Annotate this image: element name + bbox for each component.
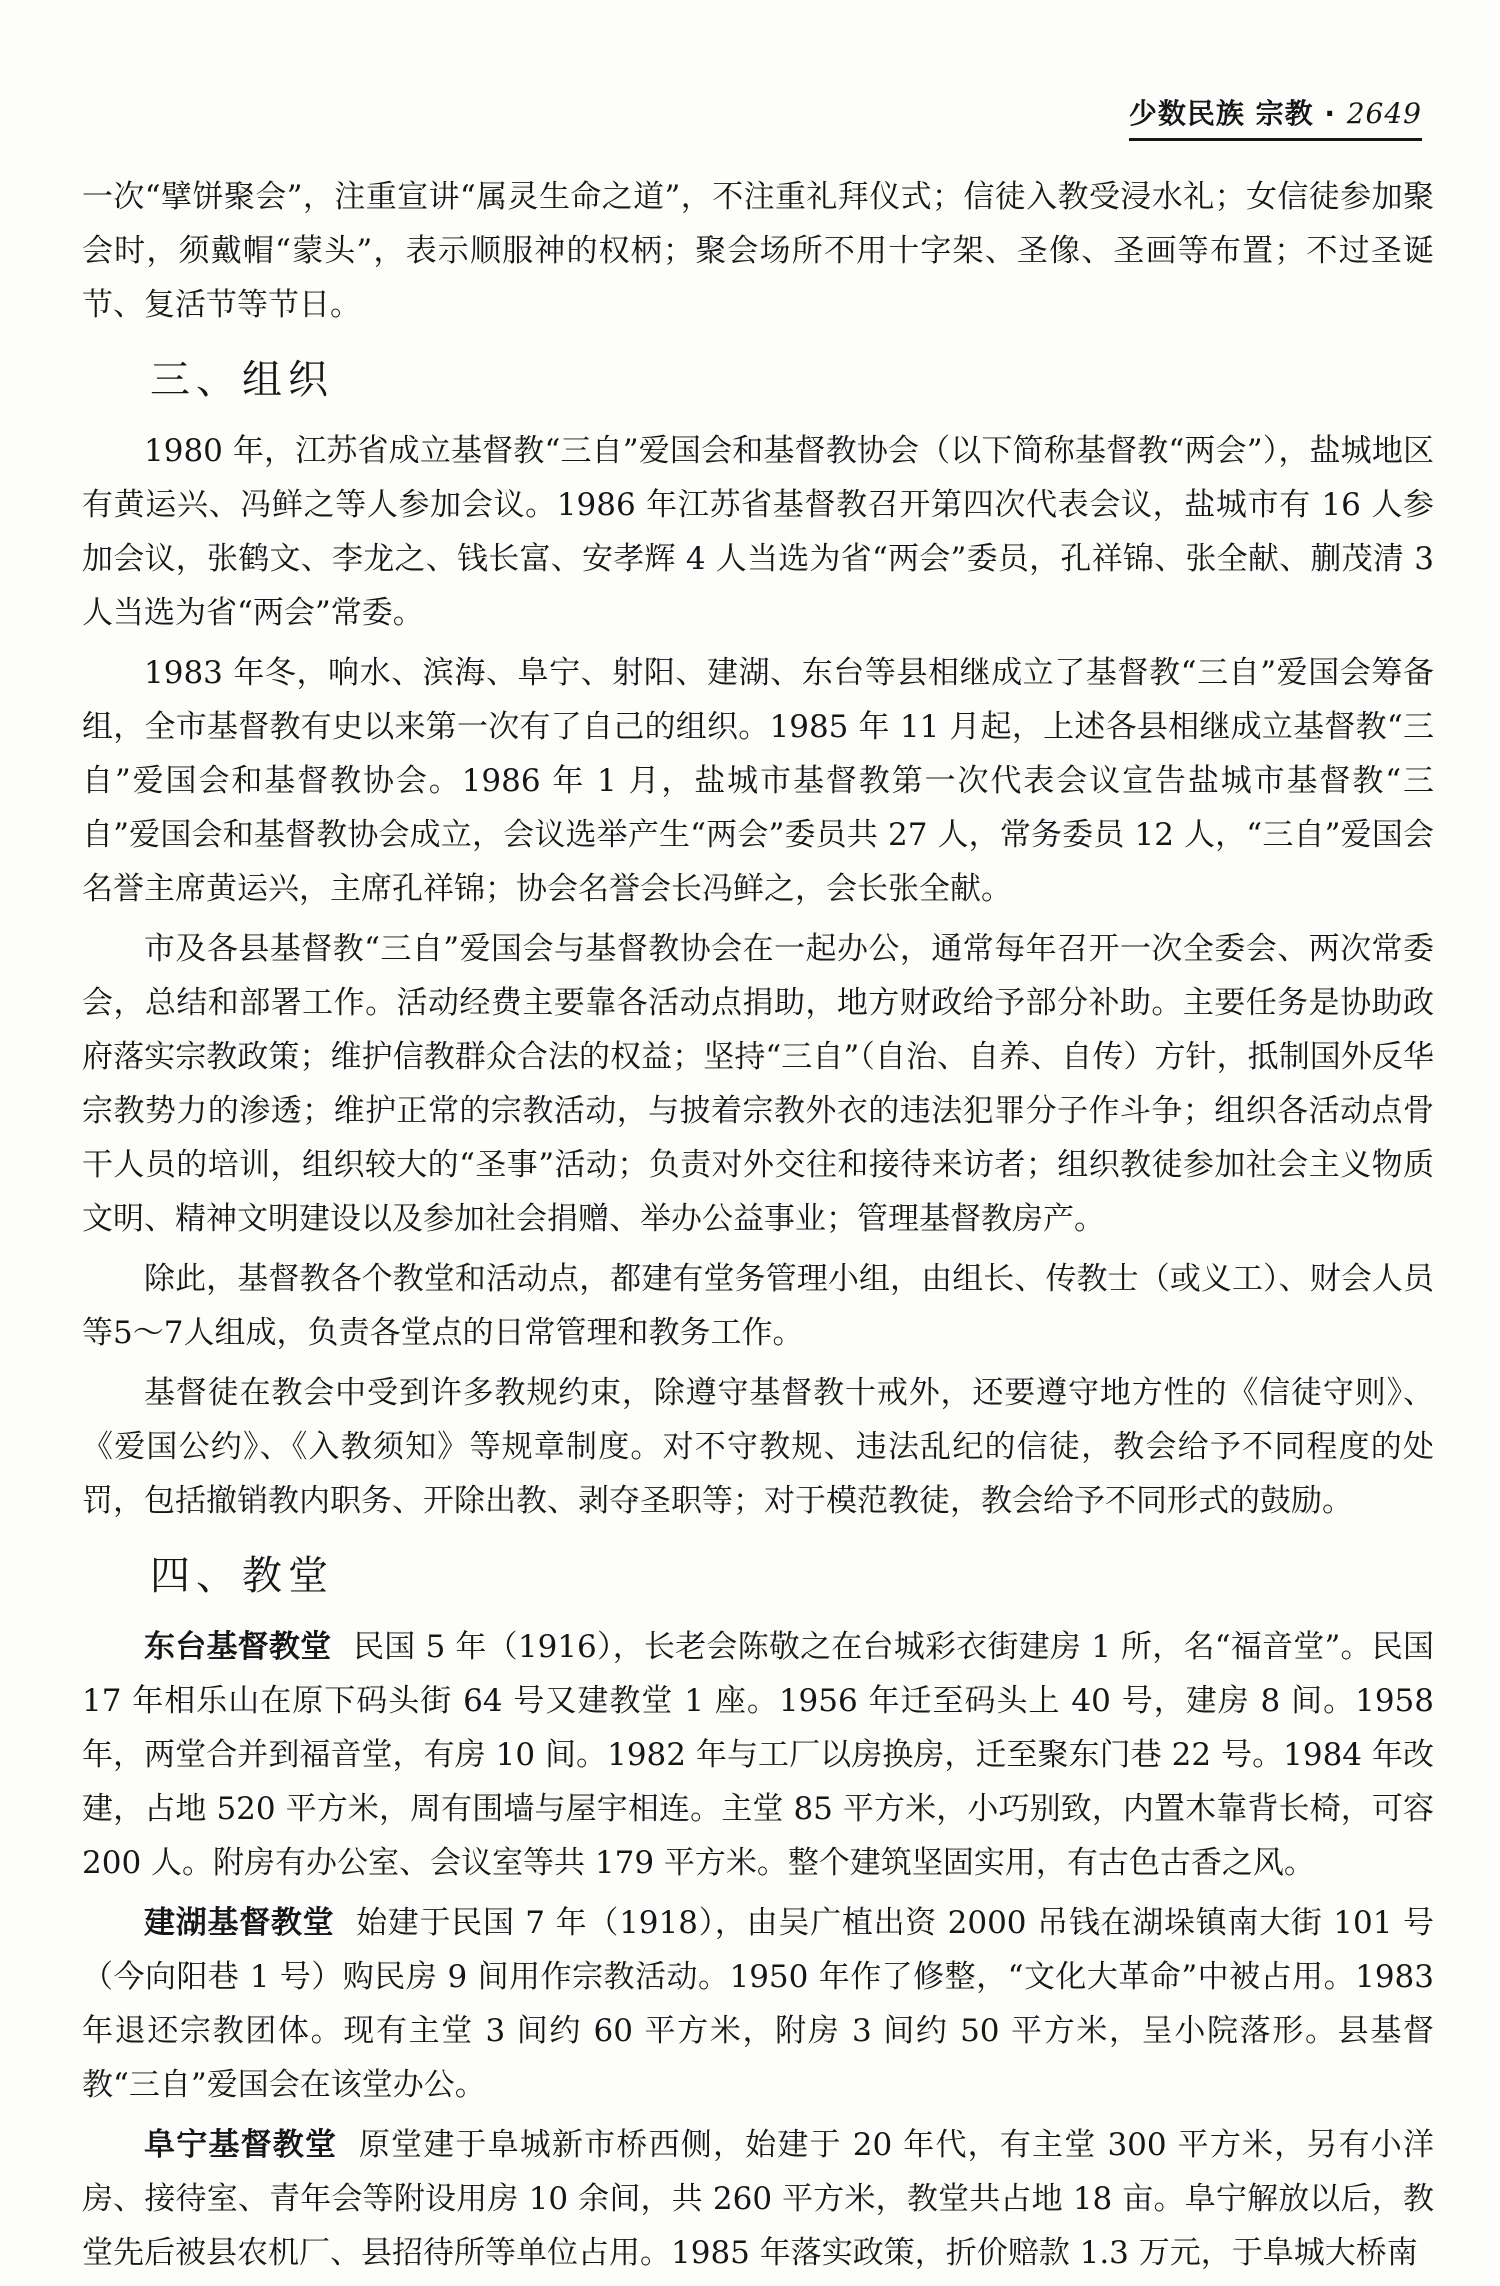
header-separator: · <box>1324 97 1336 130</box>
page-number: 2649 <box>1346 97 1422 130</box>
section-heading-churches: 四、教堂 <box>150 1553 334 1599</box>
church-name-dongtai: 东台基督教堂 <box>144 1629 332 1665</box>
organization-paragraph-3: 市及各县基督教“三自”爱国会与基督教协会在一起办公，通常每年召开一次全委会、两次常委会，总结和部署工作。活动经费主要靠各活动点捐助，地方财政给予部分补助。主要任务是协助政府落实宗教政策；维护信教群众合法的权益；坚持“三自”（自治、自养、自传）方针，抵制国外反华宗教势力的渗透；维护正常的宗教活动，与披着宗教外衣的违法犯罪分子作斗争；组织各活动点骨干人员的培训，组织较大的“圣事”活动；负责对外交往和接待来访者；组织教徒参加社会主义物质文明、精神文明建设以及参加社会捐赠、举办公益事业；管理基督教房产。 <box>82 931 1434 1237</box>
running-header <box>1129 92 1422 141</box>
organization-paragraph-1: 1980 年，江苏省成立基督教“三自”爱国会和基督教协会（以下简称基督教“两会”），盐城地区有黄运兴、冯鲜之等人参加会议。1986 年江苏省基督教召开第四次代表会议，盐城市有 16 人参加会议，张鹤文、李龙之、钱长富、安孝辉 4 人当选为省“两会”委员，孔祥锦、张全献、蒯茂清 3 人当选为省“两会”常委。 <box>82 433 1434 631</box>
church-name-funing: 阜宁基督教堂 <box>144 2127 338 2163</box>
intro-paragraph: 一次“擘饼聚会”，注重宣讲“属灵生命之道”，不注重礼拜仪式；信徒入教受浸水礼；女信徒参加聚会时，须戴帽“蒙头”，表示顺服神的权柄；聚会场所不用十字架、圣像、圣画等布置；不过圣诞节、复活节等节日。 <box>82 179 1434 323</box>
church-text-funing: 原堂建于阜城新市桥西侧，始建于 20 年代，有主堂 300 平方米，另有小洋房、接待室、青年会等附设用房 10 余间，共 260 平方米，教堂共占地 18 亩。阜宁解放以后，教堂先后被县农机厂、县招待所等单位占用。1985 年落实政策，折价赔款 1.3 万元，于阜城大桥南 <box>82 2127 1435 2271</box>
organization-paragraph-2: 1983 年冬，响水、滨海、阜宁、射阳、建湖、东台等县相继成立了基督教“三自”爱国会筹备组，全市基督教有史以来第一次有了自己的组织。1985 年 11 月起，上述各县相继成立基督教“三自”爱国会和基督教协会。1986 年 1 月，盐城市基督教第一次代表会议宣告盐城市基督教“三自”爱国会和基督教协会成立，会议选举产生“两会”委员共 27 人，常务委员 12 人，“三自”爱国会名誉主席黄运兴，主席孔祥锦；协会名誉会长冯鲜之，会长张全献。 <box>82 655 1434 907</box>
church-entry-funing <box>82 2118 1434 2280</box>
church-name-jianhu: 建湖基督教堂 <box>144 1905 335 1941</box>
section-heading-organization: 三、组织 <box>150 357 334 403</box>
organization-paragraph-5: 基督徒在教会中受到许多教规约束，除遵守基督教十戒外，还要遵守地方性的《信徒守则》、《爱国公约》、《入教须知》等规章制度。对不守教规、违法乱纪的信徒，教会给予不同程度的处罚，包括撤销教内职务、开除出教、剥夺圣职等；对于模范教徒，教会给予不同形式的鼓励。 <box>82 1375 1434 1519</box>
organization-paragraph-4: 除此，基督教各个教堂和活动点，都建有堂务管理小组，由组长、传教士（或义工）、财会人员等5～7人组成，负责各堂点的日常管理和教务工作。 <box>82 1261 1434 1351</box>
church-entry-jianhu <box>82 1896 1434 2112</box>
header-section-title: 少数民族 宗教 <box>1128 97 1314 130</box>
article-body <box>82 170 1434 2286</box>
church-entry-dongtai <box>82 1620 1434 1890</box>
church-text-jianhu: 始建于民国 7 年（1918），由吴广植出资 2000 吊钱在湖垛镇南大街 101 号（今向阳巷 1 号）购民房 9 间用作宗教活动。1950 年作了修整，“文化大革命”中被占用。1983 年退还宗教团体。现有主堂 3 间约 60 平方米，附房 3 间约 50 平方米，呈小院落形。县基督教“三自”爱国会在该堂办公。 <box>82 1905 1434 2103</box>
church-text-dongtai: 民国 5 年（1916），长老会陈敬之在台城彩衣街建房 1 所，名“福音堂”。民国 17 年相乐山在原下码头街 64 号又建教堂 1 座。1956 年迁至码头上 40 号，建房 8 间。1958 年，两堂合并到福音堂，有房 10 间。1982 年与工厂以房换房，迁至聚东门巷 22 号。1984 年改建，占地 520 平方米，周有围墙与屋宇相连。主堂 85 平方米，小巧别致，内置木靠背长椅，可容 200 人。附房有办公室、会议室等共 179 平方米。整个建筑坚固实用，有古色古香之风。 <box>82 1629 1435 1881</box>
